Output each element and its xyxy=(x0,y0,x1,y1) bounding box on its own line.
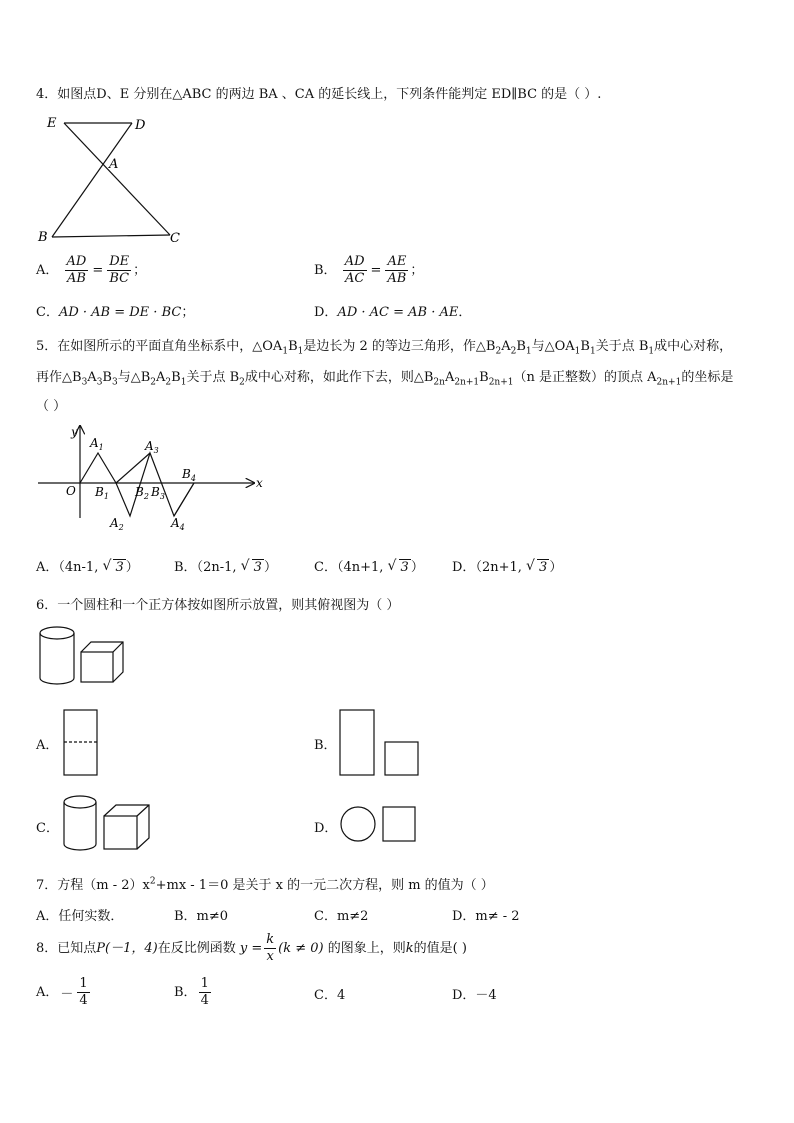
q5-figure xyxy=(32,420,272,538)
svg-text:A3: $A_3$ xyxy=(145,439,159,455)
svg-text:B1: $B_1$ xyxy=(95,485,109,501)
svg-text:B2: $B_2$ xyxy=(135,485,149,501)
svg-text:B4: $B_4$ xyxy=(182,467,196,483)
q5-option-b[interactable]: B．（2n-1, √ 3 ） xyxy=(174,558,277,575)
q5-stem-line1: 5．在如图所示的平面直角坐标系中，$\triangle OA_1B_1$是边长为 2 的等边三角形，作$\triangle B_2A_2B_1$与$\triangle OA_1B_1$关于点 $B_1$成中心对称， xyxy=(36,339,733,357)
svg-text:B3: $B_3$ xyxy=(151,485,165,501)
seg-BC xyxy=(52,235,170,237)
q6-option-d-figure[interactable] xyxy=(338,804,422,846)
q5-stem-line2: 再作$\triangle B_3A_3B_3$与$\triangle B_2A_2B_1$关于点 $B_2$成中心对称，如此作下去，则$\triangle B_{2n}A_{2n+1}B_{2n+1}(n$ 是正整数）的顶点 $A_{2n+1}$的坐标是 xyxy=(36,370,734,388)
label-E: E xyxy=(47,116,57,131)
q5-option-d[interactable]: D．（2n+1, √ 3 ） xyxy=(452,558,563,575)
seg-EC xyxy=(64,123,170,235)
q8-option-a[interactable]: A． － $\frac{1}{4}$ xyxy=(36,976,88,1008)
q4-option-d[interactable]: D．AD · AC = AB · AE． xyxy=(314,305,472,320)
q7-option-d[interactable]: D．m≠ - 2 xyxy=(452,909,520,924)
q6-option-b-figure[interactable] xyxy=(338,708,422,778)
label-D: D xyxy=(135,118,146,133)
q6-option-a-label[interactable]: A． xyxy=(36,738,59,753)
svg-text:A1: $A_1$ xyxy=(90,436,104,452)
q4-figure xyxy=(30,110,190,250)
q8-option-b[interactable]: B． $\frac{1}{4}$ xyxy=(174,976,209,1008)
q6-option-d-label[interactable]: D． xyxy=(314,821,338,836)
svg-text:A2: $A_2$ xyxy=(110,516,124,532)
q6-stem: 6．一个圆柱和一个正方体按如图所示放置，则其俯视图为（ ） xyxy=(36,598,400,613)
svg-text:O: O xyxy=(66,484,76,498)
q4-stem: 4．如图点D、E 分别在△ABC 的两边 BA 、CA 的延长线上，下列条件能判定 ED∥BC 的是（ ）. xyxy=(36,87,602,102)
seg-DB xyxy=(52,123,132,237)
q4-option-c[interactable]: C．AD · AB = DE · BC； xyxy=(36,305,195,320)
q4-option-b[interactable]: B． $\frac{AD}{AC}$ = $\frac{AE}{AB}$ ； xyxy=(314,254,424,286)
svg-text:A4: $A_4$ xyxy=(171,516,185,532)
label-C: C xyxy=(170,231,180,246)
q5-option-c[interactable]: C．（4n+1, √ 3 ） xyxy=(314,558,424,575)
q7-stem: 7．方程$(m - 2)x^2+mx - 1=0$ 是关于 x 的一元二次方程，则 m 的值为（ ） xyxy=(36,876,494,893)
q8-option-d[interactable]: D．－4 xyxy=(452,988,497,1003)
q8-stem: 8．已知点P(－1，4)在反比例函数 y = $\frac{k}{x}$ (k ≠ 0) 的图象上，则k的值是( ) xyxy=(36,932,467,964)
q6-option-c-figure[interactable] xyxy=(60,792,160,854)
svg-text:y: y xyxy=(71,425,78,439)
q7-option-c[interactable]: C．m≠2 xyxy=(314,909,369,924)
q7-option-b[interactable]: B．m≠0 xyxy=(174,909,229,924)
q5-option-a[interactable]: A．（4n-1, √ 3 ） xyxy=(36,558,139,575)
q6-option-c-label[interactable]: C． xyxy=(36,821,59,836)
q6-option-a-figure[interactable] xyxy=(62,708,102,778)
q4-option-a[interactable]: A． $\frac{AD}{AB}$ = $\frac{DE}{BC}$ ； xyxy=(36,254,147,286)
q6-figure xyxy=(36,622,136,688)
label-A: A xyxy=(109,157,119,172)
q5-stem-line3: （ ） xyxy=(36,399,67,414)
label-B: B xyxy=(38,230,48,245)
q6-option-b-label[interactable]: B． xyxy=(314,738,337,753)
q8-option-c[interactable]: C．4 xyxy=(314,988,346,1003)
svg-text:x: x xyxy=(256,476,263,490)
q7-option-a[interactable]: A．任何实数． xyxy=(36,909,124,924)
